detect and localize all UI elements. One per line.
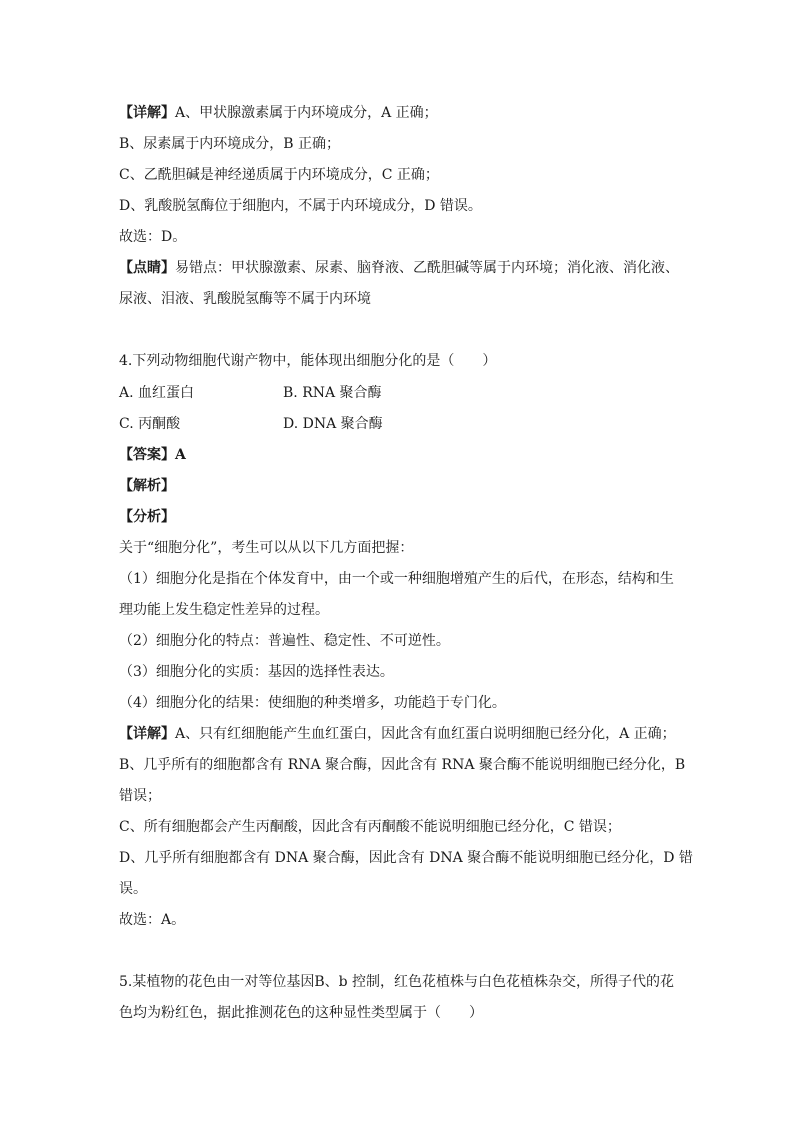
point-text: 易错点：甲状腺激素、尿素、脑脊液、乙酰胆碱等属于内环境；消化液、消化液、 bbox=[175, 260, 679, 276]
q4-point-1b: 理功能上发生稳定性差异的过程。 bbox=[119, 602, 329, 618]
q4-option-d: D. DNA 聚合酶 bbox=[283, 416, 383, 432]
q4-option-a: A. 血红蛋白 bbox=[119, 385, 195, 401]
q4-option-c: C. 丙酮酸 bbox=[119, 416, 181, 432]
q3-choose: 故选：D。 bbox=[119, 229, 187, 245]
q4-answer: 【答案】A bbox=[119, 447, 186, 463]
q3-point-line-2: 尿液、泪液、乳酸脱氢酶等不属于内环境 bbox=[119, 291, 371, 307]
q4-stem: 4.下列动物细胞代谢产物中，能体现出细胞分化的是（ ） bbox=[119, 353, 497, 369]
detail-tag: 【详解】 bbox=[119, 726, 175, 742]
q4-point-3: （3）细胞分化的实质：基因的选择性表达。 bbox=[119, 664, 394, 680]
q3-detail-line-a bbox=[119, 104, 438, 122]
q4-detail-line-a bbox=[119, 725, 676, 743]
q4-point-4: （4）细胞分化的结果：使细胞的种类增多，功能趋于专门化。 bbox=[119, 695, 506, 711]
q4-point-2: （2）细胞分化的特点：普遍性、稳定性、不可逆性。 bbox=[119, 633, 450, 649]
q4-intro: 关于“细胞分化”，考生可以从以下几方面把握： bbox=[119, 540, 414, 556]
q4-analyze-tag: 【分析】 bbox=[119, 509, 175, 525]
detail-text: A、只有红细胞能产生血红蛋白，因此含有血红蛋白说明细胞已经分化，A 正确； bbox=[175, 726, 676, 742]
q4-point-1a: （1）细胞分化是指在个体发育中，由一个或一种细胞增殖产生的后代，在形态，结构和生 bbox=[119, 571, 674, 587]
q4-detail-d1: D、几乎所有细胞都含有 DNA 聚合酶，因此含有 DNA 聚合酶不能说明细胞已经分化，D 错 bbox=[119, 850, 693, 866]
detail-tag: 【详解】 bbox=[119, 105, 175, 121]
q4-option-b: B. RNA 聚合酶 bbox=[283, 385, 382, 401]
q4-detail-d2: 误。 bbox=[119, 881, 147, 897]
point-tag: 【点睛】 bbox=[119, 260, 175, 276]
q4-analysis-tag: 【解析】 bbox=[119, 478, 175, 494]
q4-choose: 故选：A。 bbox=[119, 912, 186, 928]
q4-detail-c: C、所有细胞都会产生丙酮酸，因此含有丙酮酸不能说明细胞已经分化，C 错误； bbox=[119, 819, 621, 835]
q3-point-line-1 bbox=[119, 259, 679, 277]
detail-text: A、甲状腺激素属于内环境成分，A 正确； bbox=[175, 105, 438, 121]
q4-detail-b2: 错误； bbox=[119, 788, 161, 804]
q3-line-d: D、乳酸脱氢酶位于细胞内，不属于内环境成分，D 错误。 bbox=[119, 198, 482, 214]
q5-stem-line-2: 色均为粉红色，据此推测花色的这种显性类型属于（ ） bbox=[119, 1005, 483, 1021]
q4-detail-b1: B、几乎所有的细胞都含有 RNA 聚合酶，因此含有 RNA 聚合酶不能说明细胞已经分化，B bbox=[119, 757, 686, 773]
q5-stem-line-1: 5.某植物的花色由一对等位基因B、b 控制，红色花植株与白色花植株杂交，所得子代的花 bbox=[119, 974, 675, 990]
q3-line-b: B、尿素属于内环境成分，B 正确； bbox=[119, 136, 341, 152]
q3-line-c: C、乙酰胆碱是神经递质属于内环境成分，C 正确； bbox=[119, 167, 439, 183]
